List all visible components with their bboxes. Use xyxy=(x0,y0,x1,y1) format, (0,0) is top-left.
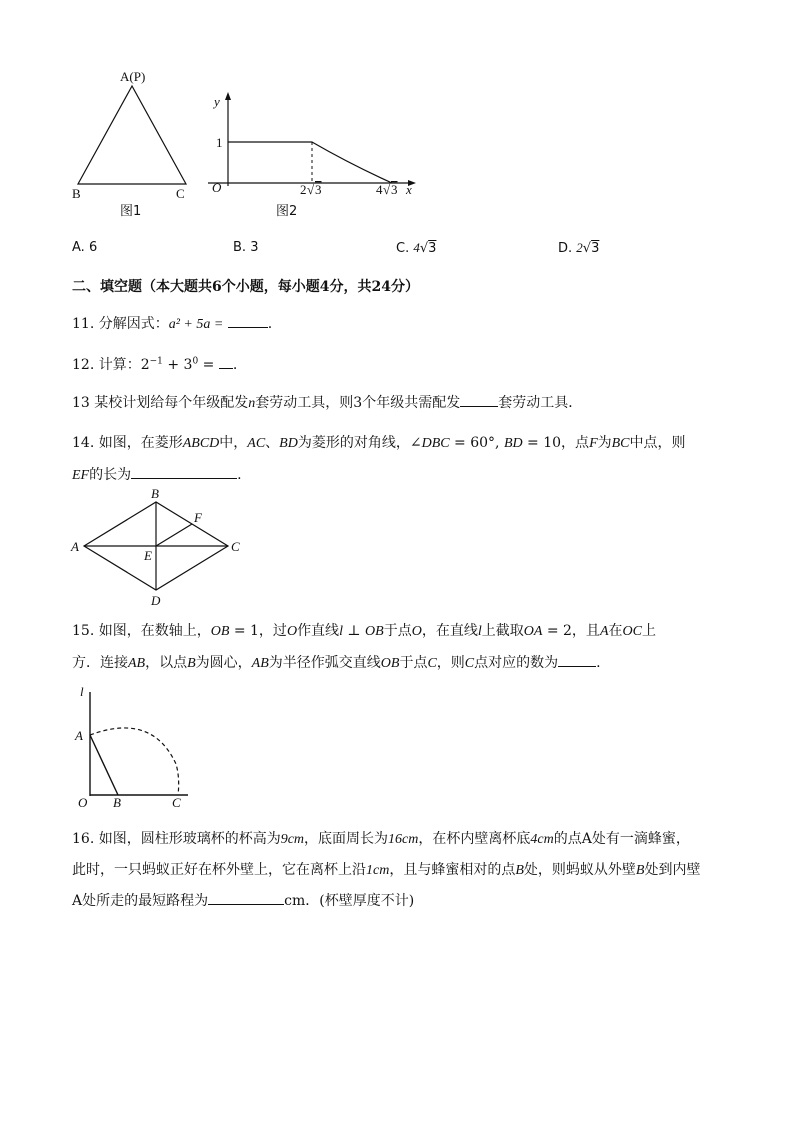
figure-2-graph xyxy=(200,86,430,226)
q11-answer-blank[interactable] xyxy=(228,315,268,328)
caption-fig1: 图1 xyxy=(120,204,142,219)
figure-number-line xyxy=(70,682,200,812)
tick-2root3-rad: 3 xyxy=(315,182,322,197)
segment-ab xyxy=(90,735,118,795)
y-axis-arrow xyxy=(225,92,231,100)
q16-number: 16. xyxy=(72,831,95,847)
label-f: F xyxy=(194,510,202,525)
option-d[interactable]: D. 2√3 xyxy=(558,240,600,256)
option-b[interactable] xyxy=(233,240,258,255)
label-l: l xyxy=(80,684,84,699)
question-14-line1: 14. 如图，在菱形ABCD中，AC、BD为菱形的对角线，∠DBC = 60°, BD = 10，点F为BC中点，则 xyxy=(72,435,686,451)
dashed-arc xyxy=(90,728,179,795)
option-b-letter: B. xyxy=(233,240,247,255)
option-d-letter: D. xyxy=(558,241,573,256)
q13-number: 13 xyxy=(72,395,90,411)
question-11: 11. 分解因式：a² + 5a = . xyxy=(72,316,273,332)
q14-answer-blank[interactable] xyxy=(131,466,237,479)
option-c-letter: C. xyxy=(396,241,410,256)
q14-number: 14. xyxy=(72,435,95,451)
label-e: E xyxy=(144,548,152,563)
option-c[interactable]: C. 4√3 xyxy=(396,240,437,256)
q11-number: 11. xyxy=(72,316,95,332)
label-c: C xyxy=(172,795,181,810)
question-13: 13 某校计划给每个年级配发n套劳动工具，则3个年级共需配发 套劳动工具． xyxy=(72,395,583,411)
q16-answer-blank[interactable] xyxy=(208,892,284,905)
q12-answer-blank[interactable] xyxy=(219,356,233,369)
section-2-heading: 二、填空题（本大题共6个小题，每小题4分，共24分） xyxy=(72,279,419,295)
label-one: 1 xyxy=(216,135,223,150)
tick-4root3-rad: 3 xyxy=(391,182,398,197)
option-d-rad: 3 xyxy=(591,241,600,256)
tick-4root3-coef: 4 xyxy=(376,182,383,197)
q12-number: 12. xyxy=(72,357,95,373)
triangle-abc xyxy=(78,86,186,184)
option-d-coef: 2 xyxy=(576,240,583,255)
q11-expr: a² + 5a = xyxy=(168,317,224,332)
radical-sign-2: √ xyxy=(383,182,391,197)
option-a-value: 6 xyxy=(88,240,98,255)
label-x: x xyxy=(406,182,412,197)
question-16-line1: 16. 如图，圆柱形玻璃杯的杯高为9cm，底面周长为16cm，在杯内壁离杯底4cm的点A处有一滴蜂蜜， xyxy=(72,831,690,847)
option-c-coef: 4 xyxy=(413,240,420,255)
label-a: A xyxy=(71,539,79,554)
question-16-line2: 此时，一只蚂蚁正好在杯外壁上，它在离杯上沿1cm，且与蜂蜜相对的点B处，则蚂蚁从外壁B处到内壁 xyxy=(72,862,701,878)
question-15-line1: 15. 如图，在数轴上，OB = 1，过O作直线l ⊥ OB于点O，在直线l上截取OA = 2，且A在OC上 xyxy=(72,623,656,639)
label-b: B xyxy=(72,186,81,201)
option-c-rad: 3 xyxy=(428,241,437,256)
question-15-line2: 方．连接AB，以点B为圆心，AB为半径作弧交直线OB于点C，则C点对应的数为 . xyxy=(72,655,601,671)
radical-sign-1: √ xyxy=(307,182,315,197)
tick-2root3-coef: 2 xyxy=(300,182,307,197)
label-origin: O xyxy=(212,180,222,195)
label-d: D xyxy=(151,593,161,608)
label-c: C xyxy=(231,539,240,554)
label-a: A xyxy=(75,728,83,743)
q15-number: 15. xyxy=(72,623,95,639)
option-b-value: 3 xyxy=(250,240,259,255)
segment-ef xyxy=(156,524,192,546)
label-y: y xyxy=(214,94,220,109)
figure-1-triangle xyxy=(60,64,200,224)
q15-answer-blank[interactable] xyxy=(558,654,596,667)
label-b: B xyxy=(113,795,121,810)
question-14-line2: EF的长为 . xyxy=(72,467,242,483)
graph-curve xyxy=(228,142,392,183)
label-c: C xyxy=(176,186,185,201)
label-o: O xyxy=(78,795,88,810)
option-a-letter: A. xyxy=(72,240,85,255)
option-a[interactable] xyxy=(72,240,97,255)
label-a-p: A(P) xyxy=(120,69,146,84)
label-b: B xyxy=(151,486,159,501)
question-16-line3: A处所走的最短路程为 cm．(杯壁厚度不计) xyxy=(72,893,415,909)
q12-text: 计算： xyxy=(98,357,141,373)
question-12: 12. 计算：$2^{-1} + 3^0$ = . xyxy=(72,356,238,373)
caption-fig2: 图2 xyxy=(276,204,298,219)
q11-text: 分解因式： xyxy=(98,316,169,332)
q13-answer-blank[interactable] xyxy=(460,394,498,407)
figure-rhombus xyxy=(68,484,258,614)
